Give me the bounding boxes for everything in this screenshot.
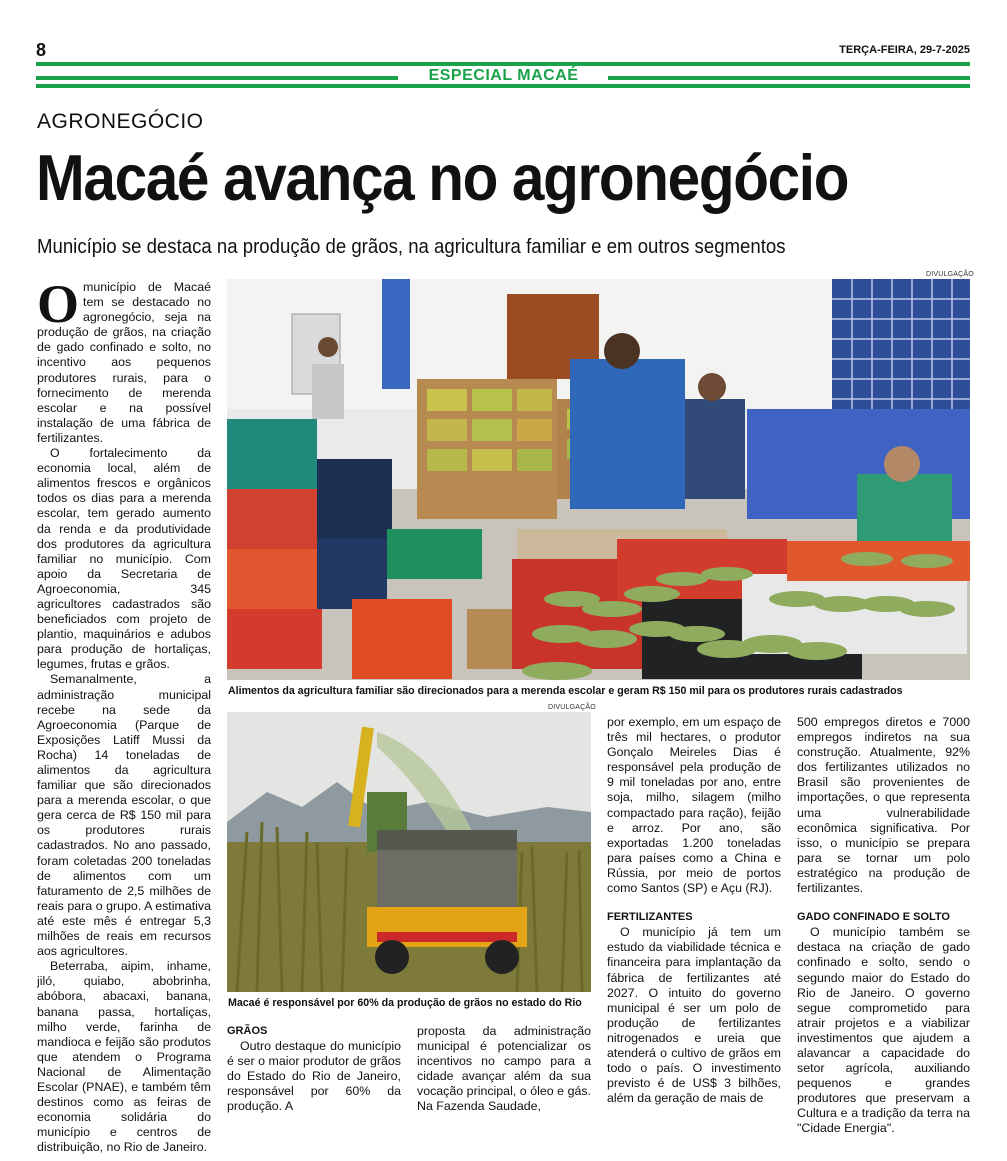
kicker: AGRONEGÓCIO — [37, 110, 204, 133]
paragraph-2: O fortalecimento da economia local, além de alimentos frescos e orgânicos todos os dias para a merenda escolar, tem gerado aumento da renda e da produtividade dos produtores da agricultura familiar no município. Com apoio da Secretaria de Agroeconomia, 345 agricultores cadastrados são beneficiados com projeto de plantio, maquinários e adubos para produção de hortaliças, legumes, frutas e grãos. — [37, 446, 211, 672]
edition-date: TERÇA-FEIRA, 29-7-2025 — [839, 44, 970, 56]
paragraph-1: Omunicípio de Macaé tem se destacado no agronegócio, seja na produção de grãos, na criação de gado confinado e solto, no incentivo aos pequenos produtores rurais, para o fornecimento de merenda escolar e na possível instalação de uma fábrica de fertilizantes. — [37, 274, 211, 445]
subhead-fertilizantes: FERTILIZANTES — [607, 911, 693, 924]
photo-market-crates — [227, 279, 970, 680]
paragraph-producao: por exemplo, em um espaço de três mil hectares, o produtor Gonçalo Meireles Dias é responsável pela produção de 9 mil toneladas por ano, entre soja, milho, silagem (milho compactado para ração), feijão e arroz. Por ano, são exportadas 1.200 toneladas para países como a China e Rússia, por meio de portos como Santos (SP) e Açu (RJ). — [607, 715, 781, 896]
paragraph-empregos: 500 empregos diretos e 7000 empregos indiretos na sua construção. Atualmente, 92% dos fertilizantes utilizados no Brasil são provenientes de importações, o que representa uma vulnerabilidade econômica significativa. Por isso, o município se prepara para se tornar um polo estratégico na produção de fertilizantes. — [797, 715, 970, 896]
photo2-credit: DIVULGAÇÃO — [548, 704, 596, 711]
photo-harvester — [227, 712, 591, 992]
article-column-4 — [607, 715, 781, 1106]
paragraph-fazenda: proposta da administração municipal é potencializar os incentivos no campo para a cidade avançar além da sua vocação principal, o óleo e gás. Na Fazenda Saudade, — [417, 1024, 591, 1114]
header-rule-top — [36, 62, 970, 66]
photo2-caption: Macaé é responsável por 60% da produção de grãos no estado do Rio — [228, 997, 582, 1009]
headline: Macaé avança no agronegócio — [36, 141, 849, 214]
subhead-graos: GRÃOS — [227, 1025, 268, 1037]
photo1-credit: DIVULGAÇÃO — [926, 271, 974, 278]
header-rule-left — [36, 76, 398, 80]
article-column-5 — [797, 715, 970, 1137]
harvester-photo-illustration — [227, 712, 591, 992]
article-column-1 — [37, 274, 211, 1155]
paragraph-fertilizantes: O município já tem um estudo da viabilidade técnica e financeira para implantação da fábrica de fertilizantes até 2027. O intuito do governo municipal é ser um polo de produção de fertilizantes nitrogenados e ureia que atenderá o cultivo de grãos em todo o país. O investimento previsto é de US$ 3 bilhões, além da geração de mais de — [607, 925, 781, 1106]
paragraph-4: Beterraba, aipim, inhame, jiló, quiabo, abobrinha, abóbora, abacaxi, banana, banana passa, hortaliças, milho verde, farinha de mandioca e feijão são produtos que atendem o Programa Nacional de Alimentação Escolar (PNAE), e também têm destinos como as feiras de economia solidária do município e centros de distribuição, no Rio de Janeiro. — [37, 959, 211, 1155]
paragraph-graos: Outro destaque do município é ser o maior produtor de grãos do Estado do Rio de Janeiro, responsável por 60% da produção. A — [227, 1039, 401, 1114]
section-label: ESPECIAL MACAÉ — [428, 67, 579, 84]
paragraph-3: Semanalmente, a administração municipal recebe na sede da Agroeconomia (Parque de Exposições Latiff Mussi da Rocha) 14 toneladas de alimentos da agricultura familiar que são direcionados para a merenda escolar, o que gera cerca de R$ 150 mil para os produtores rurais cadastrados. No ano passado, foram coletadas 200 toneladas de alimentos com um faturamento de 2,5 milhões de reais para o grupo. A estimativa até este mês é entregar 5,3 milhões de reais em recursos aos agricultores. — [37, 672, 211, 959]
page-number: 8 — [36, 40, 47, 60]
article-column-2 — [227, 1024, 401, 1115]
market-photo-illustration — [227, 279, 970, 680]
header-rule-right — [608, 76, 970, 80]
paragraph-gado: O município também se destaca na criação de gado confinado e solto, sendo o segundo maior do Estado do Rio de Janeiro. O governo segue comprometido para atrair projetos e a viabilizar investimentos que ajudem a alavancar a capacidade do setor agrícola, auxiliando pequenos e grandes produtores que preservam a Cultura e a tradição da terra na "Cidade Energia". — [797, 925, 970, 1136]
subhead-gado: GADO CONFINADO E SOLTO — [797, 911, 950, 924]
deck: Município se destaca na produção de grãos, na agricultura familiar e em outros segmentos — [37, 236, 786, 258]
article-column-3 — [417, 1024, 591, 1115]
photo1-caption: Alimentos da agricultura familiar são direcionados para a merenda escolar e geram R$ 150 mil para os produtores rurais cadastrados — [228, 685, 903, 697]
drop-cap: O — [37, 274, 80, 334]
